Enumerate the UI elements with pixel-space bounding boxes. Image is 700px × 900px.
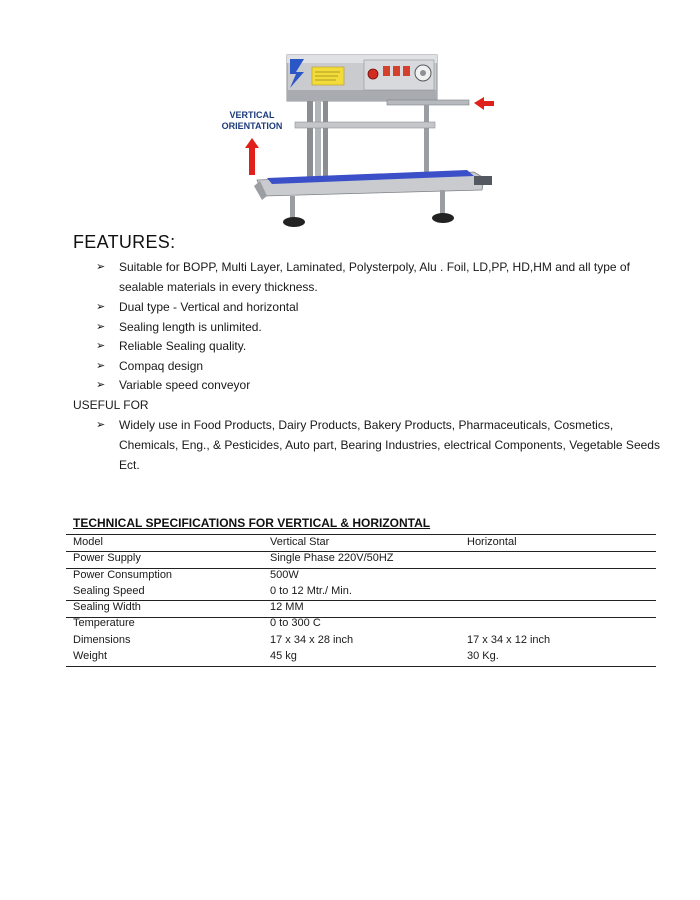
feed-arrow-icon [474,97,494,110]
spec-table-title: TECHNICAL SPECIFICATIONS FOR VERTICAL & HORIZONTAL [73,516,431,530]
table-cell: 17 x 34 x 28 inch [270,633,354,646]
useful-for-heading: USEFUL FOR [73,398,149,412]
list-item: ➢ Reliable Sealing quality. [96,337,666,357]
table-cell: 12 MM [270,601,304,614]
spec-table [66,534,656,664]
table-cell: 30 Kg. [467,650,499,663]
table-header-row [66,534,656,550]
table-cell: 500W [270,568,299,581]
table-cell: Temperature [73,617,135,630]
table-row [66,550,656,566]
list-item: ➢ Widely use in Food Products, Dairy Products, Bakery Products, Pharmaceuticals, Cosmetics, Chemicals, Eng., & Pesticides, Auto part, Bearing Industries, electrical Components, Vegetable Seeds Ect. [96,415,666,475]
table-row [66,615,656,631]
arrow-bullet-icon: ➢ [96,320,106,333]
list-item: ➢ Compaq design [96,357,666,377]
table-row [66,648,656,664]
arrow-bullet-icon: ➢ [96,359,106,372]
arrow-bullet-icon: ➢ [96,301,106,313]
orientation-label-line1: VERTICAL [229,110,275,120]
up-arrow-icon [245,138,259,175]
list-item: ➢ Suitable for BOPP, Multi Layer, Laminated, Polysterpoly, Alu . Foil, LD,PP, HD,HM and all type of sealable materials in every thickness. [96,260,630,294]
table-cell: 0 to 12 Mtr./ Min. [270,584,352,597]
features-list [96,258,666,396]
table-cell: 45 kg [270,650,297,663]
features-heading: FEATURES: [73,232,176,252]
table-cell: Dimensions [73,633,131,646]
list-item: ➢ Variable speed conveyor [96,376,666,396]
table-row [66,632,656,648]
list-item: ➢ Dual type - Vertical and horizontal [96,298,666,318]
table-row [66,583,656,599]
table-cell: Power Supply [73,552,141,565]
useful-for-list [96,415,666,475]
table-cell: 0 to 300 C [270,617,321,630]
table-cell: Single Phase 220V/50HZ [270,552,394,565]
orientation-label-line2: ORIENTATION [221,121,283,131]
arrow-bullet-icon: ➢ [96,261,106,273]
table-cell: Sealing Width [73,601,141,614]
header-cell: Horizontal [467,536,517,548]
arrow-bullet-icon: ➢ [96,379,106,391]
table-row [66,599,656,615]
table-cell: 17 x 34 x 12 inch [467,633,551,646]
arrow-bullet-icon: ➢ [96,419,106,431]
header-cell: Model [73,536,103,548]
arrow-bullet-icon: ➢ [96,340,106,352]
table-rule [66,666,656,667]
sealing-machine-image [212,50,502,230]
header-cell: Vertical Star [270,536,330,548]
table-cell: Weight [73,650,108,663]
table-cell: Power Consumption [73,568,173,581]
table-row [66,567,656,583]
list-item: ➢ Sealing length is unlimited. [96,318,666,338]
table-cell: Sealing Speed [73,584,145,597]
